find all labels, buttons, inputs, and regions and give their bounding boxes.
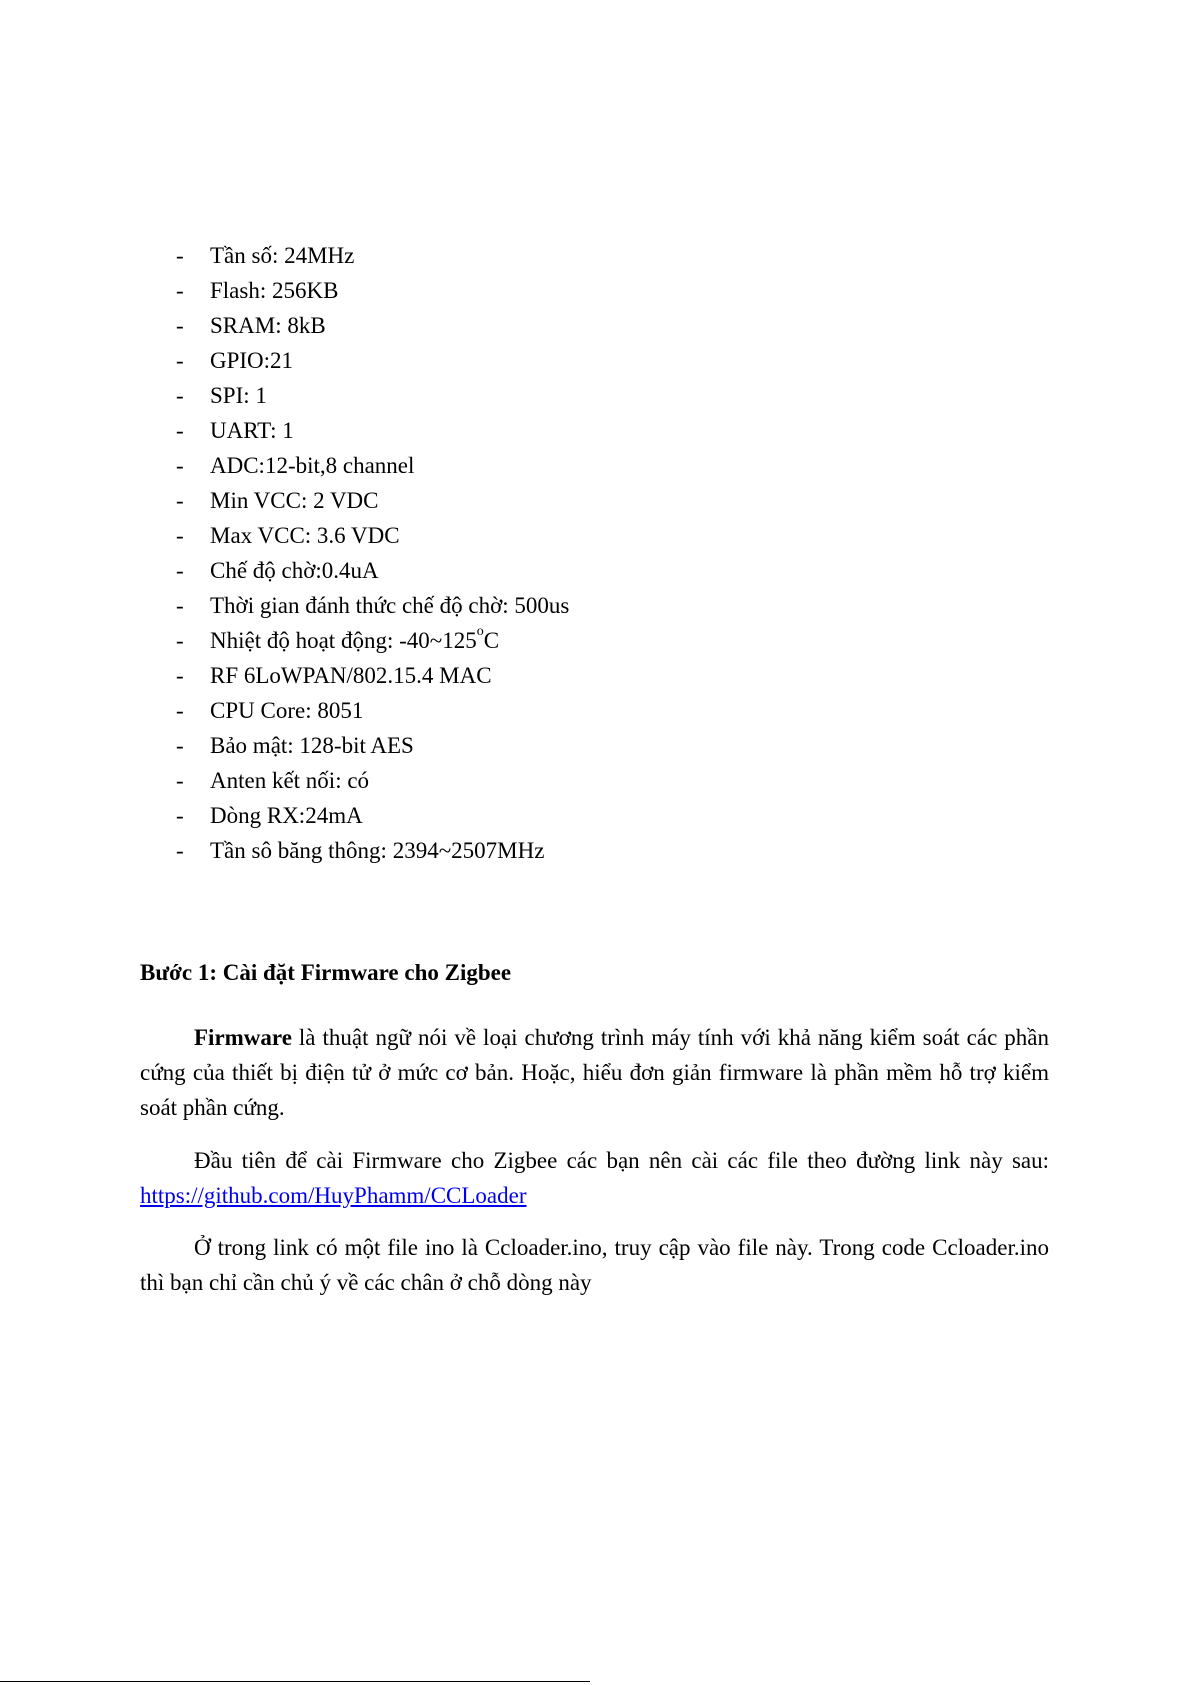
paragraph-install-instructions: [140, 1143, 1049, 1213]
spec-text: [210, 483, 379, 518]
spec-text: [210, 553, 379, 588]
spec-text-main: Thời gian đánh thức chế độ chờ: 500us: [210, 593, 570, 618]
install-instructions-text: Đầu tiên để cài Firmware cho Zigbee các bạn nên cài các file theo đường link này sau:: [194, 1148, 1049, 1173]
list-dash: -: [176, 348, 184, 373]
list-dash: -: [176, 698, 184, 723]
spec-text-main: Dòng RX:24mA: [210, 803, 363, 828]
spec-text: [210, 693, 363, 728]
spec-text: [210, 763, 369, 798]
spec-text-suffix: C: [483, 628, 500, 653]
list-dash: -: [176, 453, 184, 478]
spec-text-main: Nhiệt độ hoạt động: -40~125: [210, 628, 477, 653]
paragraph-ccloader-note: Ở trong link có một file ino là Ccloader.ino, truy cập vào file này. Trong code Ccloader.ino thì bạn chỉ cần chủ ý về các chân ở chỗ dòng này: [140, 1235, 1049, 1295]
spec-text-main: Min VCC: 2 VDC: [210, 488, 379, 513]
list-dash: -: [176, 768, 184, 793]
list-dash: -: [176, 523, 184, 548]
spec-text: [210, 798, 363, 833]
spec-text-main: SPI: 1: [210, 383, 267, 408]
spec-text-main: RF 6LoWPAN/802.15.4 MAC: [210, 663, 492, 688]
list-dash: -: [176, 733, 184, 758]
spec-text-main: Flash: 256KB: [210, 278, 339, 303]
paragraph-firmware-definition: [140, 1020, 1049, 1125]
spec-text-main: Bảo mật: 128-bit AES: [210, 733, 414, 758]
spec-text-main: ADC:12-bit,8 channel: [210, 453, 415, 478]
spec-text-main: SRAM: 8kB: [210, 313, 326, 338]
spec-text: [210, 588, 569, 623]
spec-text-main: UART: 1: [210, 418, 294, 443]
list-dash: -: [176, 838, 184, 863]
list-dash: -: [176, 418, 184, 443]
list-dash: -: [176, 628, 184, 653]
spec-text-main: Tần sô băng thông: 2394~2507MHz: [210, 838, 545, 863]
list-dash: -: [176, 278, 184, 303]
spec-text: [210, 308, 326, 343]
spec-text-main: Anten kết nối: có: [210, 768, 370, 793]
spec-text-main: CPU Core: 8051: [210, 698, 364, 723]
spec-superscript: o: [476, 624, 484, 640]
footer-divider: [0, 1681, 590, 1682]
spec-text-main: Max VCC: 3.6 VDC: [210, 523, 400, 548]
list-dash: -: [176, 313, 184, 338]
spec-text-main: Tần số: 24MHz: [210, 243, 355, 268]
list-dash: -: [176, 663, 184, 688]
list-dash: -: [176, 243, 184, 268]
spec-text: [210, 343, 293, 378]
list-dash: -: [176, 558, 184, 583]
spec-text: [210, 273, 338, 308]
spec-text: [210, 623, 499, 658]
list-dash: -: [176, 488, 184, 513]
spec-text: [210, 448, 414, 483]
list-dash: -: [176, 383, 184, 408]
section-heading: Bước 1: Cài đặt Firmware cho Zigbee: [140, 960, 512, 985]
spec-text: [210, 658, 492, 693]
firmware-definition-text: là thuật ngữ nói về loại chương trình máy tính với khả năng kiểm soát các phần cứng của thiết bị điện tử ở mức cơ bản. Hoặc, hiểu đơn giản firmware là phần mềm hỗ trợ kiểm soát phần cứng.: [140, 1025, 1049, 1120]
spec-text: [210, 833, 544, 868]
spec-text: [210, 378, 267, 413]
spec-text: [210, 518, 400, 553]
spec-text-main: Chế độ chờ:0.4uA: [210, 558, 379, 583]
firmware-term: Firmware: [194, 1025, 292, 1050]
spec-text-main: GPIO:21: [210, 348, 294, 373]
spec-text: [210, 413, 294, 448]
list-dash: -: [176, 593, 184, 618]
list-dash: -: [176, 803, 184, 828]
spec-text: [210, 238, 354, 273]
ccloader-repo-link[interactable]: https://github.com/HuyPhamm/CCLoader: [140, 1183, 527, 1208]
spec-text: [210, 728, 414, 763]
